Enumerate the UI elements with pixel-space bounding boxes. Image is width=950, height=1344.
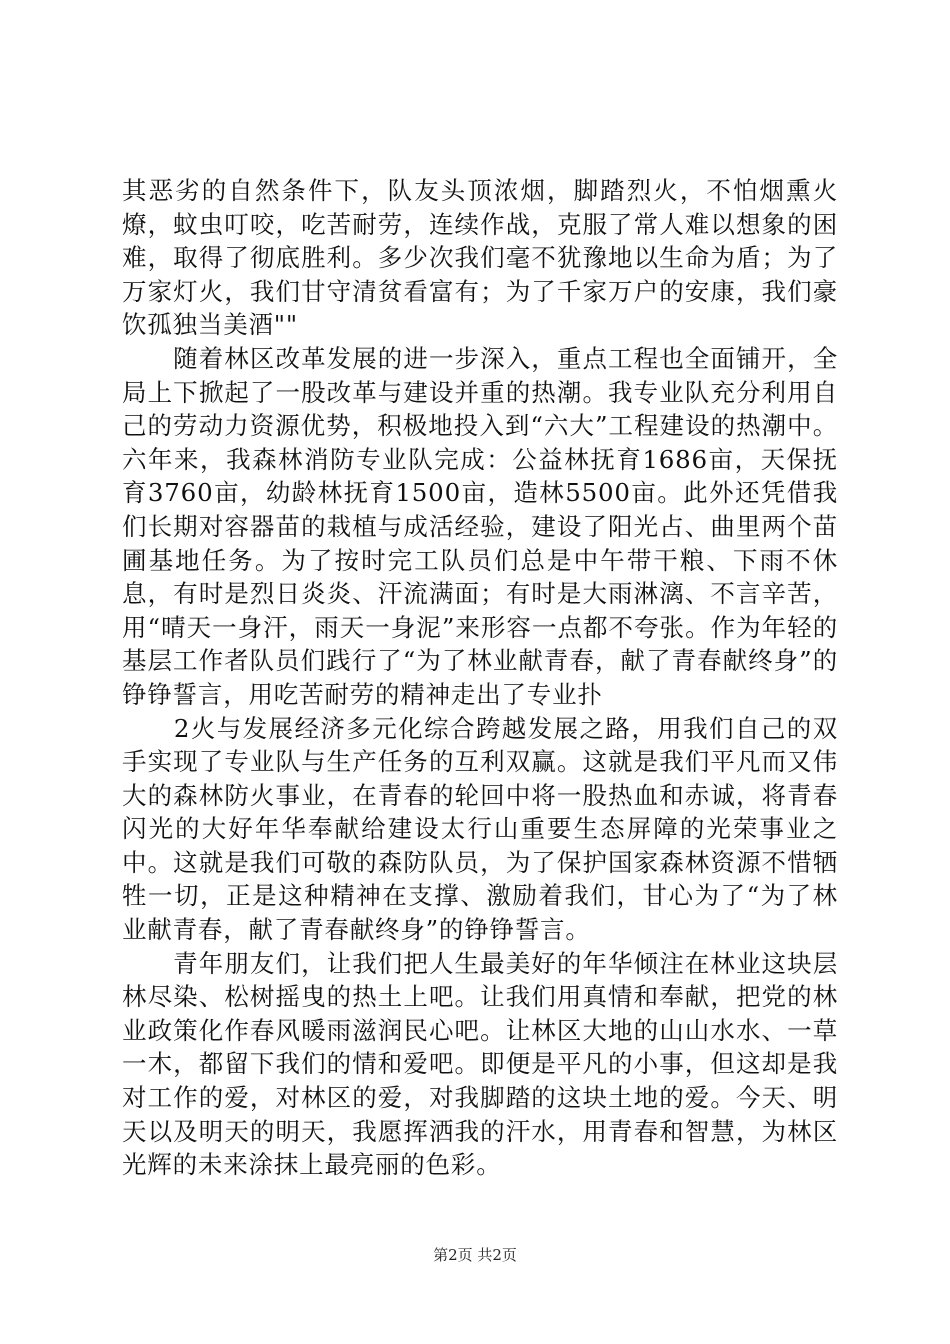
paragraph: 青年朋友们，让我们把人生最美好的年华倾注在林业这块层林尽染、松树摇曳的热土上吧。让我们用真情和奉献，把党的林业政策化作春风暖雨滋润民心吧。让林区大地的山山水水、一草一木，都留下我们的情和爱吧。即便是平凡的小事，但这却是我对工作的爱，对林区的爱，对我脚踏的这块土地的爱。今天、明天以及明天的明天，我愿挥洒我的汗水，用青春和智慧，为林区光辉的未来涂抹上最亮丽的色彩。 (122, 948, 838, 1180)
document-body (122, 174, 838, 1182)
paragraph: 2火与发展经济多元化综合跨越发展之路，用我们自己的双手实现了专业队与生产任务的互利双赢。这就是我们平凡而又伟大的森林防火事业，在青春的轮回中将一股热血和赤诚，将青春闪光的大好年华奉献给建设太行山重要生态屏障的光荣事业之中。这就是我们可敬的森防队员，为了保护国家森林资源不惜牺牲一切，正是这种精神在支撑、激励着我们，甘心为了“为了林业献青春，献了青春献终身”的铮铮誓言。 (122, 713, 839, 945)
page-footer: 第2页 共2页 (433, 1246, 517, 1264)
paragraph: 随着林区改革发展的进一步深入，重点工程也全面铺开，全局上下掀起了一股改革与建设并重的热潮。我专业队充分利用自己的劳动力资源优势，积极地投入到“六大”工程建设的热潮中。六年来，我森林消防专业队完成：公益林抚育1686亩，天保抚育3760亩，幼龄林抚育1500亩，造林5500亩。此外还凭借我们长期对容器苗的栽植与成活经验，建设了阳光占、曲里两个苗圃基地任务。为了按时完工队员们总是中午带干粮、下雨不休息，有时是烈日炎炎、汗流满面；有时是大雨淋漓、不言辛苦，用“晴天一身汗，雨天一身泥”来形容一点都不夸张。作为年轻的基层工作者队员们践行了“为了林业献青春，献了青春献终身”的铮铮誓言，用吃苦耐劳的精神走出了专业扑 (122, 343, 838, 709)
paragraph: 其恶劣的自然条件下，队友头顶浓烟，脚踏烈火，不怕烟熏火燎，蚊虫叮咬，吃苦耐劳，连续作战，克服了常人难以想象的困难，取得了彻底胜利。多少次我们毫不犹豫地以生命为盾；为了万家灯火，我们甘守清贫看富有；为了千家万户的安康，我们豪饮孤独当美酒"" (122, 176, 838, 340)
